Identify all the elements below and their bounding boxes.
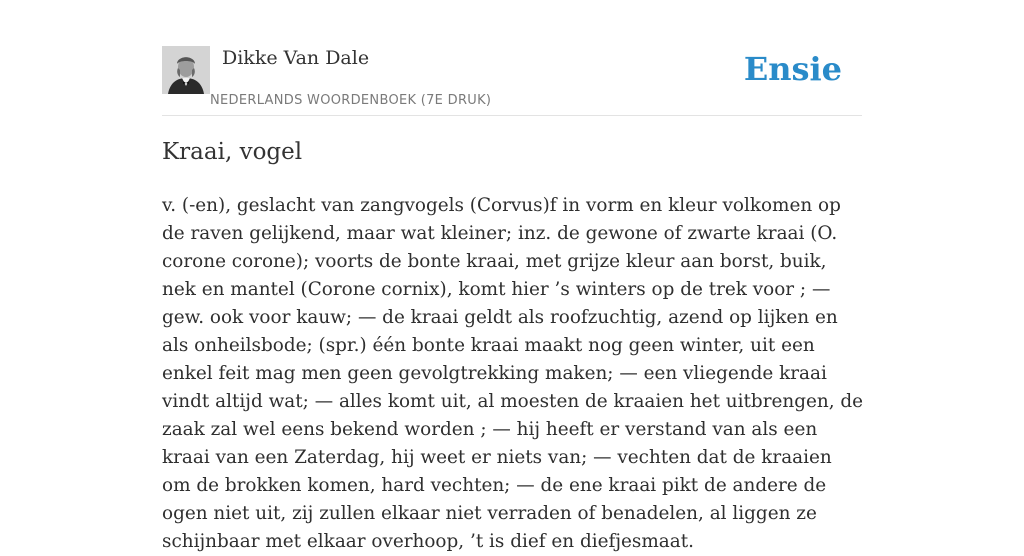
- author-avatar[interactable]: [162, 46, 210, 94]
- header-divider: [162, 115, 862, 116]
- entry-header: [162, 46, 862, 116]
- source-label: NEDERLANDS WOORDENBOEK (7E DRUK): [210, 93, 492, 108]
- entry-title: Kraai, vogel: [162, 139, 303, 165]
- author-portrait-icon: [162, 46, 210, 94]
- author-name[interactable]: Dikke Van Dale: [222, 47, 370, 69]
- ensie-logo[interactable]: Ensie: [743, 50, 842, 88]
- entry-definition: v. (-en), geslacht van zangvogels (Corvus)f in vorm en kleur volkomen op de raven gelijkend, maar wat kleiner; inz. de gewone of zwarte kraai (O. corone corone); voorts de bonte kraai, met grijze kleur aan borst, buik, nek en mantel (Corone cornix), komt hier ’s winters op de trek voor ; — gew. ook voor kauw; — de kraai geldt als roofzuchtig, azend op lijken en als onheilsbode; (spr.) één bonte kraai maakt nog geen winter, uit een enkel feit mag men geen gevolgtrekking maken; — een vliegende kraai vindt altijd wat; — alles komt uit, al moesten de kraaien het uitbrengen, de zaak zal wel eens bekend worden ; — hij heeft er verstand van als een kraai van een Zaterdag, hij weet er niets van; — vechten dat de kraaien om de brokken komen, hard vechten; — de ene kraai pikt de andere de ogen niet uit, zij zullen elkaar niet verraden of benadelen, al liggen ze schijnbaar met elkaar overhoop, ’t is dief en diefjesmaat.: [162, 195, 864, 552]
